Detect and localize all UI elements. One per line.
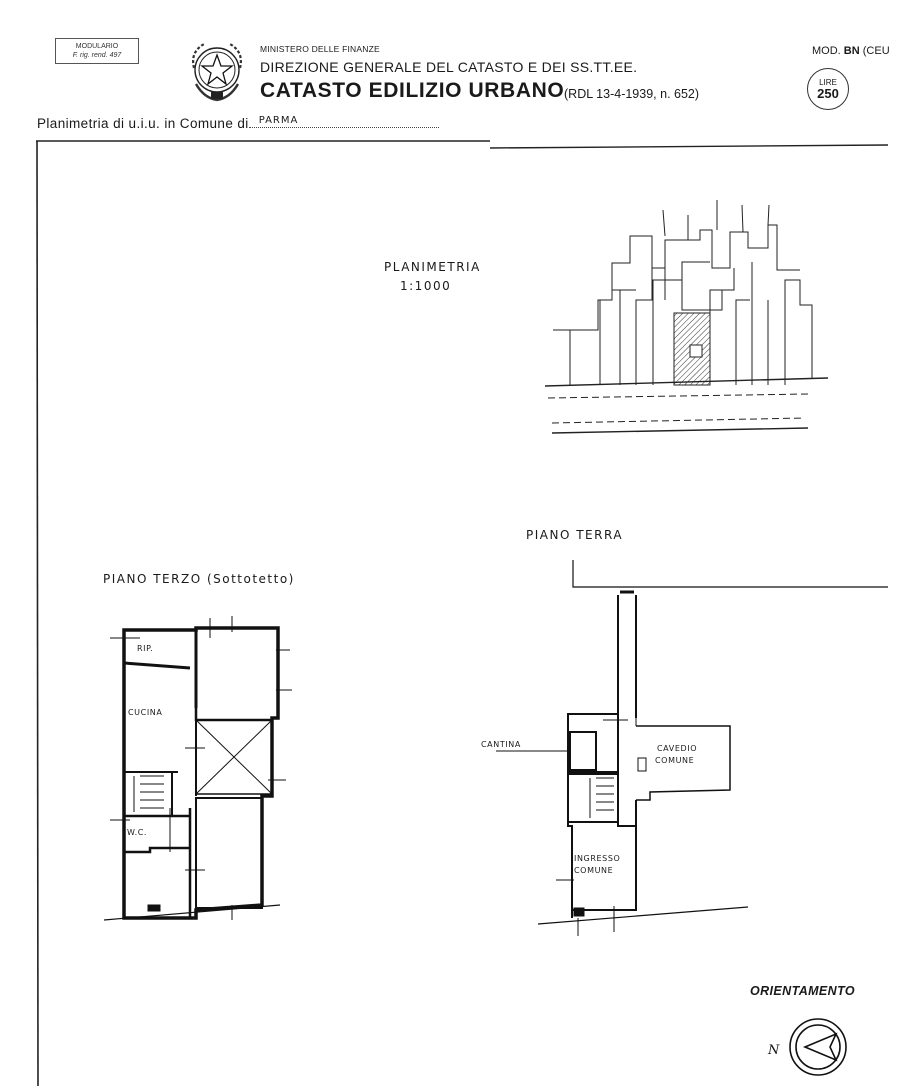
sheet-frame	[36, 141, 888, 1086]
fee-stamp-label: LIRE	[819, 78, 837, 87]
room-label-cantina: CANTINA	[481, 740, 521, 749]
room-label-wc: W.C.	[127, 828, 148, 837]
catasto-reference: (RDL 13-4-1939, n. 652)	[564, 87, 700, 101]
room-label-cavedio: CAVEDIO	[657, 744, 698, 753]
model-code-value: BN	[843, 45, 860, 57]
piano-terra-title: PIANO TERRA	[526, 528, 624, 542]
planimetria-scale: 1:1000	[400, 279, 452, 293]
fee-stamp-value: 250	[817, 86, 839, 101]
model-code-prefix: MOD.	[812, 45, 841, 57]
room-label-ingresso: INGRESSO	[574, 854, 621, 863]
room-label-cucina: CUCINA	[128, 708, 163, 717]
comune-value: PARMA	[258, 115, 299, 126]
room-label-ingresso-comune: COMUNE	[574, 866, 614, 875]
piano-terzo-title: PIANO TERZO (Sottotetto)	[103, 572, 295, 586]
direction-name: DIREZIONE GENERALE DEL CATASTO E DEI SS.TT.EE.	[260, 59, 638, 75]
svg-text:N: N	[768, 1043, 780, 1058]
orientamento-label: ORIENTAMENTO	[750, 984, 856, 998]
floor-plan-third-floor	[104, 616, 292, 920]
ministry-name: MINISTERO DELLE FINANZE	[260, 44, 380, 54]
planimetria-label: Planimetria di u.i.u. in Comune di	[37, 116, 249, 131]
site-plan	[545, 200, 828, 433]
modulario-label: MODULARIO	[75, 43, 119, 50]
north-arrow-icon	[767, 1019, 846, 1075]
catasto-title: CATASTO EDILIZIO URBANO	[260, 79, 565, 102]
room-label-rip: RIP.	[137, 644, 154, 653]
planimetria-title: PLANIMETRIA	[384, 260, 481, 274]
room-label-cavedio-comune: COMUNE	[655, 756, 695, 765]
model-code-suffix: (CEU	[862, 45, 890, 57]
modulario-ref: F. rig. rend. 497	[72, 52, 122, 59]
